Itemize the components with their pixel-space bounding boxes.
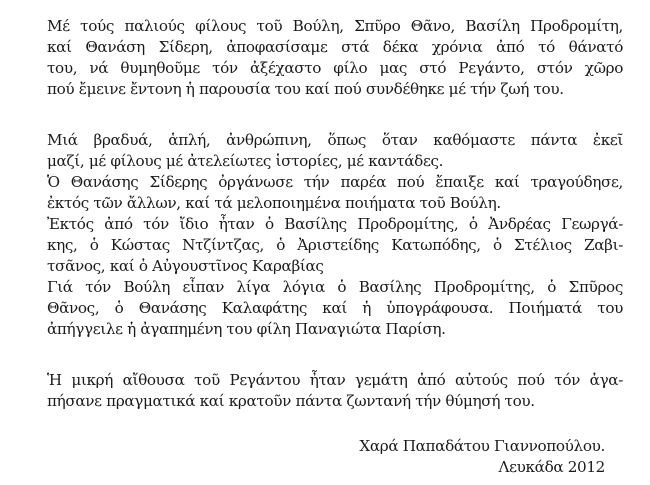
text-line: πού ἔμεινε ἔντονη ἡ παρουσία του καί πού συνδέθηκε μέ τήν ζωή του. xyxy=(47,80,564,98)
text-line: κης, ὁ Κώστας Ντζίντζας, ὁ Ἀριστείδης Κατωπόδης, ὁ Στέλιος Ζαβι- xyxy=(47,236,623,254)
text-line: Γιά τόν Βούλη εἶπαν λίγα λόγια ὁ Βασίλης Προδρομίτης, ὁ Σπῦρος xyxy=(47,278,623,296)
text-line: Θᾶνος, ὁ Θανάσης Καλαφάτης καί ἡ ὑπογράφουσα. Ποιήματά του xyxy=(47,299,623,317)
text-line: τσᾶνος, καί ὁ Αὐγουστῖνος Καραβίας xyxy=(47,257,324,275)
signature-name: Χαρά Παπαδάτου Γιαννοπούλου. xyxy=(359,437,605,455)
text-line: Ὁ Θανάσης Σίδερης ὀργάνωσε τήν παρέα πού ἔπαιξε καί τραγούδησε, xyxy=(47,173,623,191)
text-line: Ἡ μικρή αἴθουσα τοῦ Ρεγάντου ἦταν γεμάτη ἀπό αὐτούς πού τόν ἀγα- xyxy=(47,371,623,389)
text-line: μαζί, μέ φίλους μέ ἀτελείωτες ἱστορίες, μέ καντάδες. xyxy=(47,152,444,170)
text-line: Ἐκτός ἀπό τόν ἴδιο ἦταν ὁ Βασίλης Προδρομίτης, ὁ Ἀνδρέας Γεωργά- xyxy=(47,215,623,233)
text-line: ἐκτός τῶν ἄλλων, καί τά μελοποιημένα ποιήματα τοῦ Βούλη. xyxy=(47,194,501,212)
text-line: του, νά θυμηθοῦμε τόν ἀξέχαστο φίλο μας στό Ρεγάντο, στόν χῶρο xyxy=(47,59,623,77)
signature-place-date: Λευκάδα 2012 xyxy=(498,458,605,476)
text-line: καί Θανάση Σίδερη, ἀποφασίσαμε στά δέκα χρόνια ἀπό τό θάνατό xyxy=(47,38,623,56)
text-line: Μέ τούς παλιούς φίλους τοῦ Βούλη, Σπῦρο Θᾶνο, Βασίλη Προδρομίτη, xyxy=(47,17,623,35)
text-line: πήσανε πραγματικά καί κρατοῦν πάντα ζωντανή τήν θύμησή του. xyxy=(47,392,535,410)
text-line: Μιά βραδυά, ἁπλή, ἀνθρώπινη, ὅπως ὅταν καθόμαστε πάντα ἐκεῖ xyxy=(47,131,623,149)
text-line: ἀπήγγειλε ἡ ἀγαπημένη του φίλη Παναγιώτα Παρίση. xyxy=(47,320,446,338)
